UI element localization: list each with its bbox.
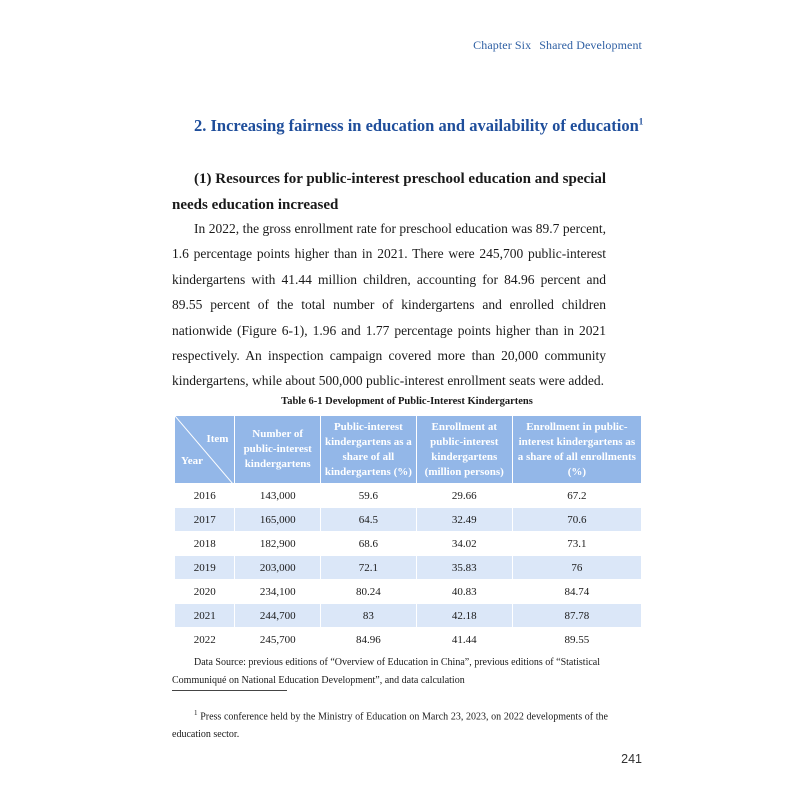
table-header-row xyxy=(175,416,642,484)
cell-share-enrollments: 70.6 xyxy=(512,508,641,532)
footnote-text: Press conference held by the Ministry of Education on March 23, 2023, on 2022 developments of the education sector. xyxy=(172,711,608,741)
table-row xyxy=(175,556,642,580)
body-paragraph: In 2022, the gross enrollment rate for preschool education was 89.7 percent, 1.6 percentage points higher than in 2021. There were 245,700 public-interest kindergartens with 41.44 million children, accounting for 84.96 percent and 89.55 percent of the total number of kindergartens and enrolled children nationwide (Figure 6-1), 1.96 and 1.77 percentage points higher than in 2021 respectively. An inspection campaign covered more than 20,000 community kindergartens, while about 500,000 public-interest enrollment seats were added. xyxy=(172,221,606,389)
cell-number: 182,900 xyxy=(235,532,320,556)
cell-share-enrollments: 89.55 xyxy=(512,628,641,652)
table-row xyxy=(175,628,642,652)
cell-enrollment: 41.44 xyxy=(416,628,512,652)
cell-share-kindergartens: 64.5 xyxy=(320,508,416,532)
section-title-text: 2. Increasing fairness in education and availability of education xyxy=(194,116,639,135)
table-row xyxy=(175,580,642,604)
footnote-divider xyxy=(172,690,287,691)
cell-share-enrollments: 76 xyxy=(512,556,641,580)
diagonal-divider xyxy=(175,416,233,484)
running-head-title: Shared Development xyxy=(539,38,642,52)
cell-year: 2020 xyxy=(175,580,235,604)
running-head-chapter: Chapter Six xyxy=(473,38,532,52)
cell-share-enrollments: 87.78 xyxy=(512,604,641,628)
cell-share-kindergartens: 72.1 xyxy=(320,556,416,580)
header-enrollment: Enrollment at public-interest kindergartens (million persons) xyxy=(416,416,512,484)
cell-year: 2016 xyxy=(175,484,235,508)
data-source-note: Data Source: previous editions of “Overview of Education in China”, previous editions of “Statistical Communiqué on National Education Development”, and data calculation xyxy=(172,657,601,686)
table-row xyxy=(175,532,642,556)
cell-year: 2017 xyxy=(175,508,235,532)
cell-share-kindergartens: 83 xyxy=(320,604,416,628)
running-head xyxy=(473,38,642,53)
cell-number: 245,700 xyxy=(235,628,320,652)
cell-year: 2021 xyxy=(175,604,235,628)
footnote xyxy=(172,704,608,744)
cell-enrollment: 42.18 xyxy=(416,604,512,628)
cell-share-kindergartens: 84.96 xyxy=(320,628,416,652)
cell-enrollment: 40.83 xyxy=(416,580,512,604)
cell-share-enrollments: 67.2 xyxy=(512,484,641,508)
header-number: Number of public-interest kindergartens xyxy=(235,416,320,484)
kindergarten-table xyxy=(174,415,642,652)
cell-share-enrollments: 84.74 xyxy=(512,580,641,604)
cell-enrollment: 29.66 xyxy=(416,484,512,508)
table-row xyxy=(175,484,642,508)
cell-share-enrollments: 73.1 xyxy=(512,532,641,556)
cell-share-kindergartens: 59.6 xyxy=(320,484,416,508)
footnote-mark: 1 xyxy=(194,709,198,717)
cell-enrollment: 34.02 xyxy=(416,532,512,556)
cell-number: 165,000 xyxy=(235,508,320,532)
corner-year-label: Year xyxy=(181,455,203,467)
header-share-kindergartens: Public-interest kindergartens as a share of all kindergartens (%) xyxy=(320,416,416,484)
cell-year: 2022 xyxy=(175,628,235,652)
cell-year: 2019 xyxy=(175,556,235,580)
table-corner-cell xyxy=(175,416,235,484)
table-row xyxy=(175,604,642,628)
table-row xyxy=(175,508,642,532)
cell-number: 143,000 xyxy=(235,484,320,508)
cell-year: 2018 xyxy=(175,532,235,556)
header-share-enrollments: Enrollment in public-interest kindergartens as a share of all enrollments (%) xyxy=(512,416,641,484)
subsection-title: (1) Resources for public-interest preschool education and special needs education increased xyxy=(172,171,606,213)
section-footnote-mark[interactable]: 1 xyxy=(638,116,644,127)
cell-enrollment: 32.49 xyxy=(416,508,512,532)
cell-share-kindergartens: 68.6 xyxy=(320,532,416,556)
section-title xyxy=(194,116,643,136)
page-number: 241 xyxy=(621,752,642,766)
cell-enrollment: 35.83 xyxy=(416,556,512,580)
cell-number: 203,000 xyxy=(235,556,320,580)
corner-item-label: Item xyxy=(206,433,229,445)
cell-number: 234,100 xyxy=(235,580,320,604)
cell-share-kindergartens: 80.24 xyxy=(320,580,416,604)
table-caption: Table 6-1 Development of Public-Interest Kindergartens xyxy=(281,396,533,407)
cell-number: 244,700 xyxy=(235,604,320,628)
